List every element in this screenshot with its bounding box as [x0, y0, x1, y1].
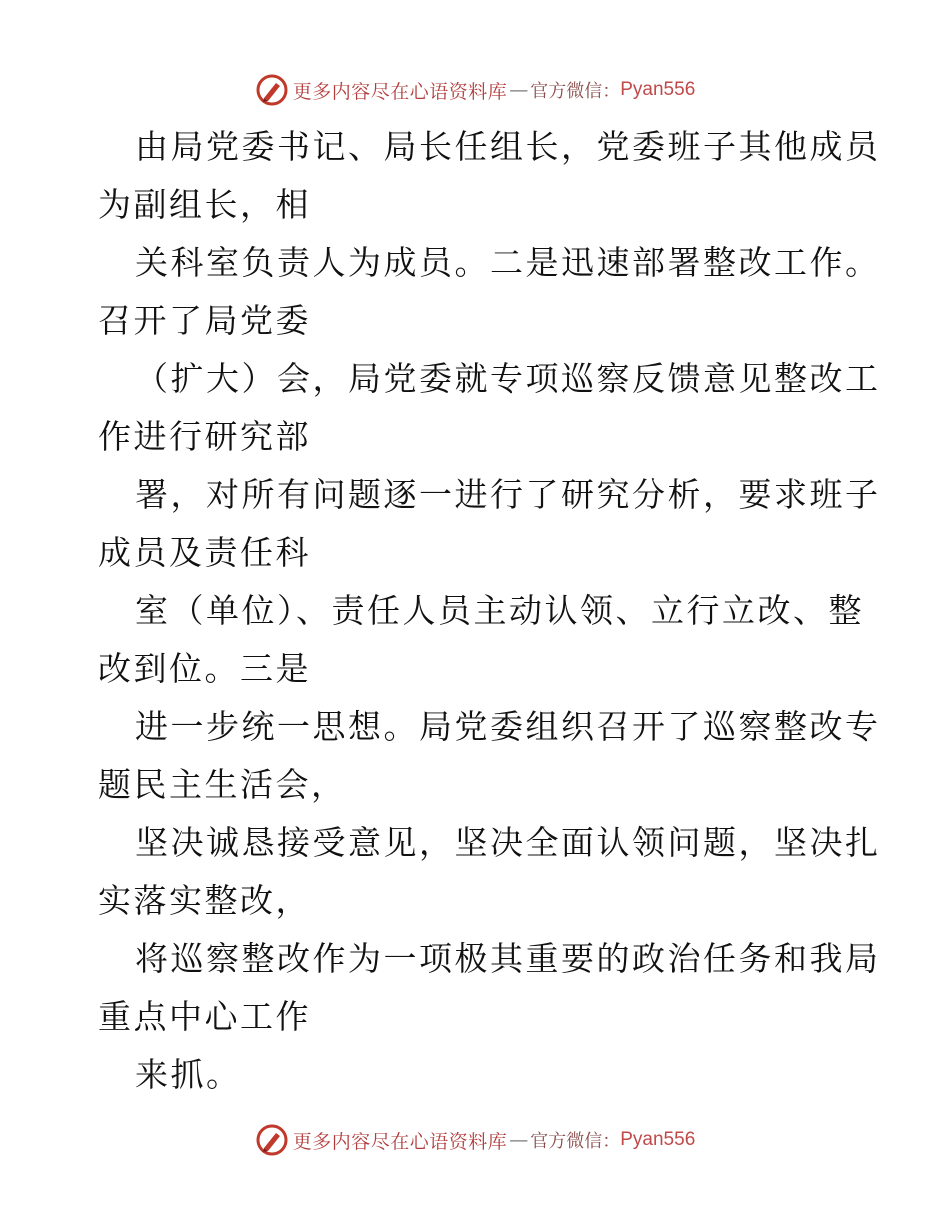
document-body [98, 118, 881, 1104]
text-line: 进一步统一思想。局党委组织召开了巡察整改专 [135, 707, 881, 746]
text-line: 室（单位）、责任人员主动认领、立行立改、整 [135, 591, 864, 630]
text-line: 实落实整改， [98, 881, 311, 920]
text-line: 坚决诚恳接受意见，坚决全面认领问题，坚决扎 [135, 823, 881, 862]
text-line: （扩大）会，局党委就专项巡察反馈意见整改工 [135, 359, 881, 398]
text-line: 为副组长，相 [98, 185, 311, 224]
text-line: 由局党委书记、局长任组长，党委班子其他成员 [135, 127, 881, 166]
text-line: 改到位。三是 [98, 649, 311, 688]
text-line: 关科室负责人为成员。二是迅速部署整改工作。 [135, 243, 881, 282]
banner-wechat-id: Pyan556 [620, 79, 696, 100]
banner-title: 更多内容尽在心语资料库 [292, 80, 508, 103]
banner-separator: — [509, 79, 529, 101]
banner-wechat-id: Pyan556 [620, 1129, 696, 1150]
pen-logo-icon [255, 1123, 289, 1157]
banner-wechat-label: 官方微信： [530, 1131, 621, 1152]
text-line: 署，对所有问题逐一进行了研究分析，要求班子 [135, 475, 881, 514]
banner-separator: — [509, 1129, 529, 1151]
pen-logo-icon [255, 73, 289, 107]
banner-wechat-label: 官方微信： [530, 81, 621, 102]
text-line: 题民主生活会， [98, 765, 347, 804]
header-banner [0, 70, 950, 110]
text-line: 成员及责任科 [98, 533, 311, 572]
text-line: 作进行研究部 [98, 417, 311, 456]
footer-banner [0, 1120, 950, 1160]
text-line: 召开了局党委 [98, 301, 311, 340]
banner-title: 更多内容尽在心语资料库 [292, 1130, 508, 1153]
text-line: 将巡察整改作为一项极其重要的政治任务和我局 [135, 939, 881, 978]
text-line: 重点中心工作 [98, 997, 311, 1036]
text-line: 来抓。 [135, 1055, 242, 1094]
